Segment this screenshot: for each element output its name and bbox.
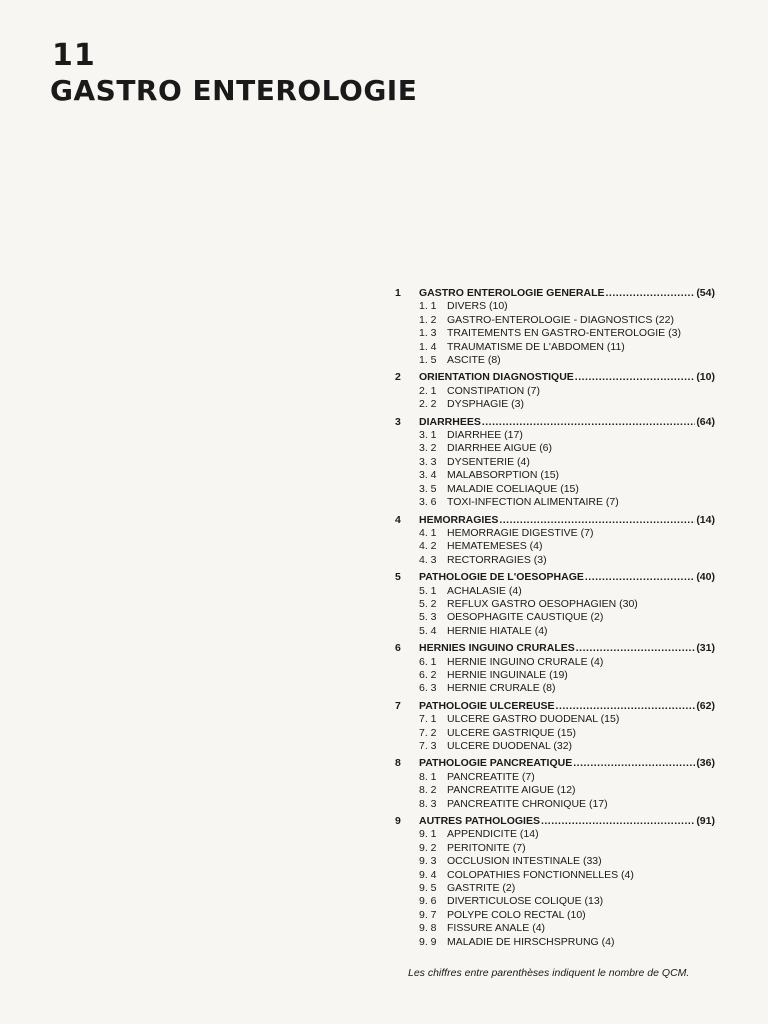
footnote: Les chiffres entre parenthèses indiquent le nombre de QCM. (408, 967, 690, 979)
chapter-title: GASTRO ENTEROLOGIE (50, 74, 418, 107)
item-number: 8. 3 (419, 797, 437, 810)
item-number: 2. 2 (419, 398, 437, 411)
section-number: 4 (395, 513, 401, 526)
item-label: DIARRHEE (17) (447, 429, 523, 442)
dot-leader (556, 700, 696, 713)
section-heading (395, 416, 715, 429)
toc-section (395, 815, 715, 949)
toc-item (395, 798, 715, 811)
toc-section (395, 757, 715, 811)
toc-item (395, 469, 715, 482)
toc-item (395, 300, 715, 313)
toc-item (395, 354, 715, 367)
section-number: 6 (395, 642, 401, 655)
section-title: ORIENTATION DIAGNOSTIQUE (419, 371, 574, 384)
item-label: HERNIE INGUINO CRURALE (4) (447, 655, 604, 668)
toc-item (395, 398, 715, 411)
item-label: POLYPE COLO RECTAL (10) (447, 908, 586, 921)
item-label: OESOPHAGITE CAUSTIQUE (2) (447, 611, 604, 624)
dot-leader (575, 371, 696, 384)
section-number: 2 (395, 371, 401, 384)
item-label: ULCERE GASTRO DUODENAL (15) (447, 713, 620, 726)
chapter-number: 11 (52, 38, 96, 73)
section-title: HERNIES INGUINO CRURALES (419, 642, 575, 655)
section-number: 5 (395, 571, 401, 584)
toc-item (395, 727, 715, 740)
item-label: APPENDICITE (14) (447, 828, 539, 841)
section-title: AUTRES PATHOLOGIES (419, 815, 540, 828)
item-number: 7. 3 (419, 740, 437, 752)
item-number: 6. 2 (419, 668, 437, 681)
toc-section (395, 416, 715, 510)
toc-item (395, 784, 715, 797)
item-label: PANCREATITE AIGUE (12) (447, 784, 576, 797)
item-label: GASTRITE (2) (447, 882, 516, 895)
item-label: DIVERS (10) (447, 300, 508, 313)
toc-item (395, 669, 715, 682)
dot-leader (541, 815, 695, 828)
dot-leader (576, 642, 696, 655)
item-number: 8. 1 (419, 770, 437, 783)
toc-item (395, 855, 715, 868)
toc-item (395, 740, 715, 753)
toc-item (395, 869, 715, 882)
toc-item (395, 527, 715, 540)
item-number: 4. 3 (419, 553, 437, 566)
item-number: 2. 1 (419, 384, 437, 397)
section-title: PATHOLOGIE ULCEREUSE (419, 699, 555, 712)
section-count: (36) (696, 757, 715, 770)
item-label: HERNIE INGUINALE (19) (447, 668, 568, 681)
toc-item (395, 554, 715, 567)
item-number: 5. 2 (419, 597, 437, 610)
toc-item (395, 895, 715, 908)
item-label: HERNIE CRURALE (8) (447, 682, 556, 695)
section-title: DIARRHEES (419, 415, 481, 428)
toc-item (395, 625, 715, 638)
item-label: TOXI-INFECTION ALIMENTAIRE (7) (447, 496, 619, 509)
item-label: DIARRHEE AIGUE (6) (447, 442, 553, 455)
item-number: 9. 7 (419, 908, 437, 921)
item-number: 1. 4 (419, 340, 437, 353)
toc-item (395, 656, 715, 669)
section-number: 3 (395, 415, 401, 428)
item-label: ACHALASIE (4) (447, 584, 522, 597)
item-label: TRAITEMENTS EN GASTRO-ENTEROLOGIE (3) (447, 327, 681, 340)
toc-item (395, 429, 715, 442)
item-label: PANCREATITE CHRONIQUE (17) (447, 797, 608, 810)
section-heading (395, 571, 715, 584)
toc-section (395, 287, 715, 367)
item-label: MALADIE COELIAQUE (15) (447, 482, 579, 495)
item-number: 6. 1 (419, 655, 437, 668)
section-count: (10) (696, 371, 715, 384)
item-label: HERNIE HIATALE (4) (447, 624, 548, 637)
toc-section (395, 642, 715, 696)
item-label: MALABSORPTION (15) (447, 469, 560, 482)
item-label: RECTORRAGIES (3) (447, 553, 547, 566)
item-number: 3. 3 (419, 455, 437, 468)
item-label: MALADIE DE HIRSCHSPRUNG (4) (447, 935, 615, 948)
toc-item (395, 456, 715, 469)
section-number: 1 (395, 287, 401, 299)
section-heading (395, 287, 715, 300)
section-count: (14) (696, 513, 715, 526)
toc-item (395, 314, 715, 327)
item-label: DYSPHAGIE (3) (447, 398, 525, 411)
item-label: ULCERE GASTRIQUE (15) (447, 726, 576, 739)
item-number: 9. 6 (419, 895, 437, 908)
section-heading (395, 514, 715, 527)
toc-item (395, 842, 715, 855)
item-number: 9. 4 (419, 868, 437, 881)
item-label: TRAUMATISME DE L'ABDOMEN (11) (447, 340, 625, 353)
toc-section (395, 700, 715, 754)
section-title: PATHOLOGIE DE L'OESOPHAGE (419, 571, 584, 584)
section-heading (395, 700, 715, 713)
toc-item (395, 682, 715, 695)
section-title: HEMORRAGIES (419, 513, 499, 526)
section-heading (395, 371, 715, 384)
item-number: 9. 1 (419, 828, 437, 841)
toc-item (395, 936, 715, 949)
dot-leader (585, 571, 695, 584)
item-label: OCCLUSION INTESTINALE (33) (447, 855, 602, 868)
section-count: (91) (696, 815, 715, 828)
dot-leader (606, 287, 696, 300)
item-number: 1. 1 (419, 300, 437, 313)
item-number: 1. 3 (419, 327, 437, 340)
item-label: FISSURE ANALE (4) (447, 922, 546, 935)
toc-section (395, 571, 715, 638)
item-number: 3. 1 (419, 429, 437, 442)
section-title: GASTRO ENTEROLOGIE GENERALE (419, 287, 605, 299)
table-of-contents (395, 287, 715, 953)
section-heading (395, 642, 715, 655)
toc-item (395, 771, 715, 784)
toc-item (395, 341, 715, 354)
item-label: PANCREATITE (7) (447, 770, 535, 783)
item-label: HEMORRAGIE DIGESTIVE (7) (447, 526, 594, 539)
section-count: (54) (696, 287, 715, 299)
item-number: 3. 2 (419, 442, 437, 455)
toc-item (395, 496, 715, 509)
section-number: 7 (395, 699, 401, 712)
toc-item (395, 882, 715, 895)
item-number: 6. 3 (419, 682, 437, 695)
toc-item (395, 327, 715, 340)
item-number: 9. 3 (419, 855, 437, 868)
item-number: 8. 2 (419, 784, 437, 797)
section-heading (395, 757, 715, 770)
section-number: 9 (395, 815, 401, 828)
item-label: DYSENTERIE (4) (447, 455, 530, 468)
section-count: (40) (696, 571, 715, 584)
toc-item (395, 442, 715, 455)
toc-section (395, 371, 715, 411)
toc-item (395, 385, 715, 398)
item-number: 1. 2 (419, 313, 437, 326)
item-number: 9. 8 (419, 922, 437, 935)
toc-item (395, 611, 715, 624)
item-number: 1. 5 (419, 354, 437, 367)
item-label: PERITONITE (7) (447, 841, 526, 854)
item-number: 9. 5 (419, 882, 437, 895)
item-label: HEMATEMESES (4) (447, 540, 543, 553)
item-number: 9. 9 (419, 935, 437, 948)
dot-leader (573, 757, 695, 770)
section-count: (31) (696, 642, 715, 655)
toc-item (395, 909, 715, 922)
section-count: (64) (696, 415, 715, 428)
item-number: 5. 3 (419, 611, 437, 624)
toc-item (395, 713, 715, 726)
section-count: (62) (696, 699, 715, 712)
item-label: ULCERE DUODENAL (32) (447, 740, 573, 752)
item-number: 9. 2 (419, 841, 437, 854)
section-title: PATHOLOGIE PANCREATIQUE (419, 757, 573, 770)
toc-item (395, 483, 715, 496)
item-number: 4. 1 (419, 526, 437, 539)
item-label: REFLUX GASTRO OESOPHAGIEN (30) (447, 597, 638, 610)
item-label: GASTRO-ENTEROLOGIE - DIAGNOSTICS (22) (447, 313, 674, 326)
toc-item (395, 585, 715, 598)
item-number: 3. 6 (419, 496, 437, 509)
item-number: 3. 5 (419, 482, 437, 495)
toc-item (395, 540, 715, 553)
toc-item (395, 598, 715, 611)
item-label: ASCITE (8) (447, 354, 501, 367)
dot-leader (482, 416, 695, 429)
item-number: 5. 4 (419, 624, 437, 637)
item-label: COLOPATHIES FONCTIONNELLES (4) (447, 868, 634, 881)
section-heading (395, 815, 715, 828)
item-number: 5. 1 (419, 584, 437, 597)
item-label: CONSTIPATION (7) (447, 384, 540, 397)
toc-item (395, 828, 715, 841)
section-number: 8 (395, 757, 401, 770)
toc-item (395, 922, 715, 935)
toc-section (395, 514, 715, 568)
item-number: 7. 2 (419, 726, 437, 739)
item-number: 4. 2 (419, 540, 437, 553)
item-label: DIVERTICULOSE COLIQUE (13) (447, 895, 604, 908)
dot-leader (499, 514, 695, 527)
item-number: 3. 4 (419, 469, 437, 482)
item-number: 7. 1 (419, 713, 437, 726)
